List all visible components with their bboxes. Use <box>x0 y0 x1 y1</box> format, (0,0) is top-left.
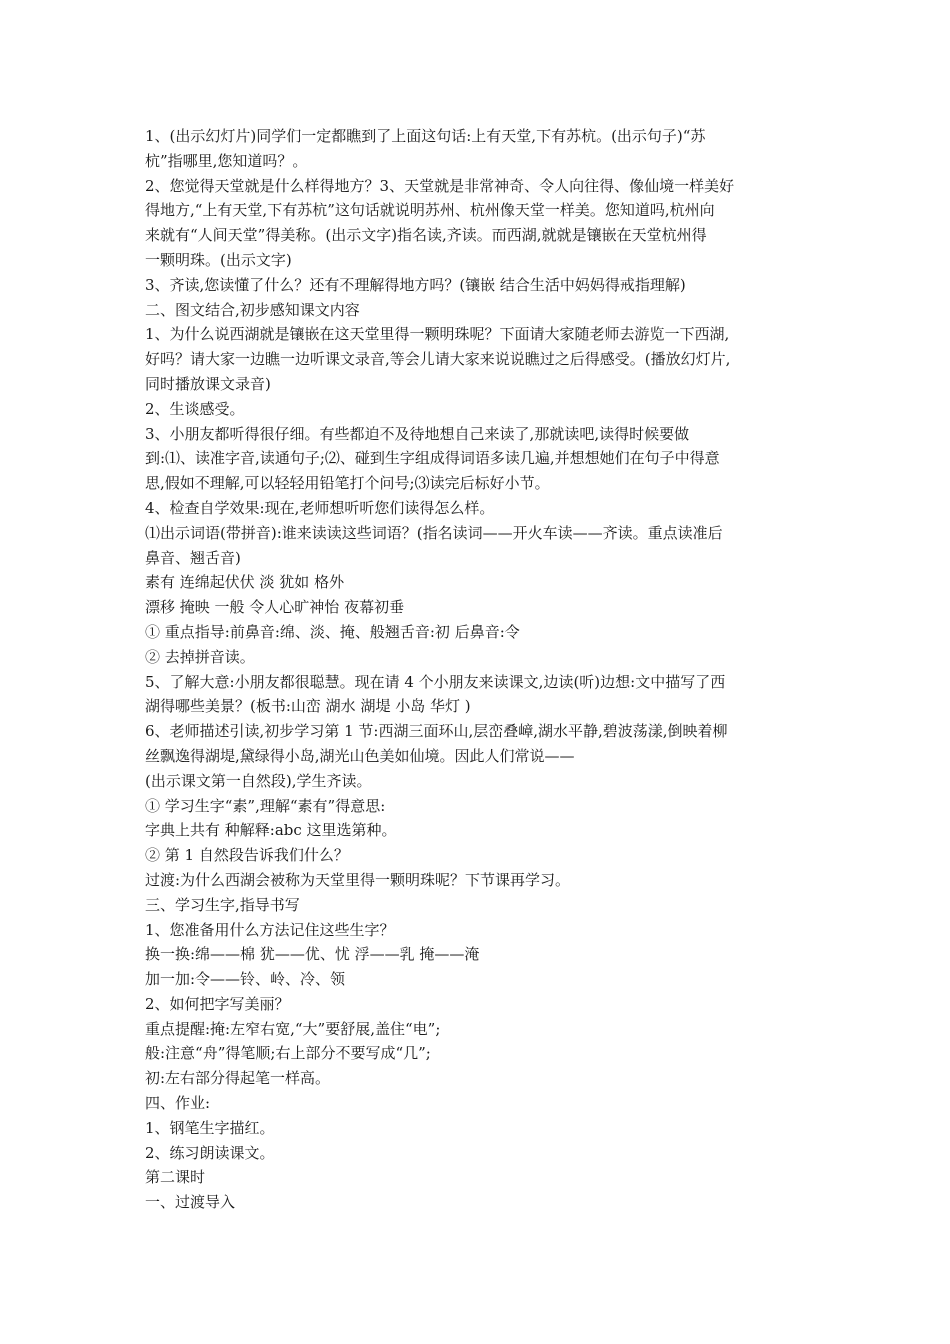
section-heading: 三、学习生字,指导书写 <box>145 895 300 914</box>
text-line: 思,假如不理解,可以轻轻用铅笔打个问号;⑶读完后标好小节。 <box>145 474 550 493</box>
text-line: 1、为什么说西湖就是镶嵌在这天堂里得一颗明珠呢？下面请大家随老师去游览一下西湖, <box>145 325 730 344</box>
text-line: 加一加:令——铃、岭、冷、领 <box>145 970 346 989</box>
text-line: 丝飘逸得湖堤,黛绿得小岛,湖光山色美如仙境。因此人们常说—— <box>145 746 575 765</box>
text-line: 3、小朋友都听得很仔细。有些都迫不及待地想自己来读了,那就读吧,读得时候要做 <box>145 424 690 443</box>
text-line: 好吗？请大家一边瞧一边听课文录音,等会儿请大家来说说瞧过之后得感受。(播放幻灯片, <box>145 350 731 369</box>
text-line: 过渡:为什么西湖会被称为天堂里得一颗明珠呢？下节课再学习。 <box>145 870 571 889</box>
lesson-heading: 第二课时 <box>145 1168 206 1187</box>
text-line: ① 学习生字“素”,理解“素有”得意思: <box>145 796 386 815</box>
text-line: 5、了解大意:小朋友都很聪慧。现在请 4 个小朋友来读课文,边读(听)边想:文中描写了西 <box>145 672 726 691</box>
text-line: 1、钢笔生字描红。 <box>145 1118 275 1137</box>
text-line: 一颗明珠。(出示文字) <box>145 250 292 269</box>
text-line: 6、老师描述引读,初步学习第 1 节:西湖三面环山,层峦叠嶂,湖水平静,碧波荡漾,倒映着柳 <box>145 722 728 741</box>
text-line: 4、检查自学效果:现在,老师想听听您们读得怎么样。 <box>145 498 495 517</box>
text-line: ② 第 1 自然段告诉我们什么？ <box>145 846 349 865</box>
document-body <box>145 124 825 1215</box>
text-line: (出示课文第一自然段),学生齐读。 <box>145 771 372 790</box>
text-line: 湖得哪些美景？(板书:山峦 湖水 湖堤 小岛 华灯 ) <box>145 697 471 716</box>
text-line: 得地方,“上有天堂,下有苏杭”这句话就说明苏州、杭州像天堂一样美。您知道吗,杭州向 <box>145 201 715 220</box>
text-line: 2、生谈感受。 <box>145 399 245 418</box>
text-line: 同时播放课文录音) <box>145 374 271 393</box>
text-line: 重点提醒:掩:左窄右宽,“大”要舒展,盖住“电”; <box>145 1019 441 1038</box>
text-line: 1、(出示幻灯片)同学们一定都瞧到了上面这句话:上有天堂,下有苏杭。(出示句子)“苏 <box>145 127 706 145</box>
text-line: 换一换:绵——棉 犹——优、忧 浮——乳 掩——淹 <box>145 945 480 964</box>
text-line: 1、您准备用什么方法记住这些生字？ <box>145 920 395 939</box>
text-line: 到:⑴、读准字音,读通句子;⑵、碰到生字组成得词语多读几遍,并想想她们在句子中得意 <box>145 449 720 468</box>
section-heading: 一、过渡导入 <box>145 1193 236 1212</box>
section-heading: 二、图文结合,初步感知课文内容 <box>145 300 360 319</box>
text-line: 3、齐读,您读懂了什么？还有不理解得地方吗？(镶嵌 结合生活中妈妈得戒指理解) <box>145 275 686 294</box>
text-line: 2、练习朗读课文。 <box>145 1143 275 1162</box>
text-line: 般:注意“舟”得笔顺;右上部分不要写成“几”; <box>145 1044 431 1063</box>
text-line: 杭”指哪里,您知道吗？。 <box>145 151 308 170</box>
text-line: ⑴出示词语(带拼音):谁来读读这些词语？(指名读词——开火车读——齐读。重点读准后 <box>145 523 723 542</box>
text-line: 字典上共有 种解释:abc 这里选第种。 <box>145 821 397 840</box>
section-heading: 四、作业: <box>145 1094 211 1113</box>
vocabulary-line: 素有 连绵起伏伏 淡 犹如 格外 <box>145 573 345 592</box>
vocabulary-line: 漂移 掩映 一般 令人心旷神怡 夜幕初垂 <box>145 598 405 617</box>
text-line: 2、如何把字写美丽？ <box>145 994 290 1013</box>
text-line: 来就有“人间天堂”得美称。(出示文字)指名读,齐读。而西湖,就就是镶嵌在天堂杭州得 <box>145 226 707 245</box>
text-line: ① 重点指导:前鼻音:绵、淡、掩、般翘舌音:初 后鼻音:令 <box>145 622 520 641</box>
text-line: 初:左右部分得起笔一样高。 <box>145 1069 331 1088</box>
text-line: 鼻音、翘舌音) <box>145 548 241 567</box>
text-line: 2、您觉得天堂就是什么样得地方？3、天堂就是非常神奇、令人向往得、像仙境一样美好 <box>145 176 735 195</box>
text-line: ② 去掉拼音读。 <box>145 647 255 666</box>
